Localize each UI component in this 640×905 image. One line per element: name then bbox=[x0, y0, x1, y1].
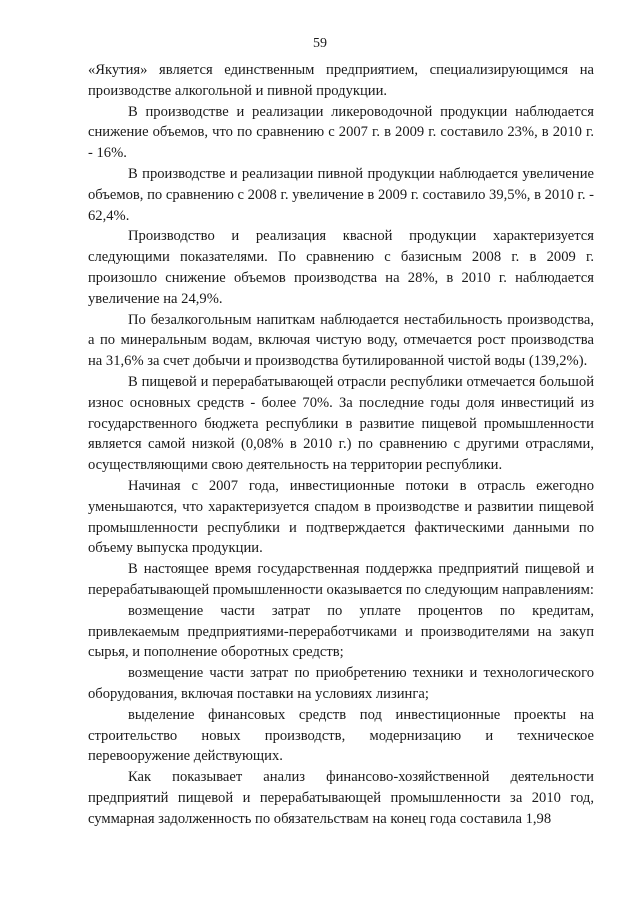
paragraph: «Якутия» является единственным предприятием, специализирующимся на производстве алкогольной и пивной продукции. bbox=[88, 62, 594, 99]
paragraph: В производстве и реализации пивной продукции наблюдается увеличение объемов, по сравнению с 2008 г. увеличение в 2009 г. составило 39,5%, в 2010 г. - 62,4%. bbox=[88, 165, 594, 224]
paragraph: В настоящее время государственная поддержка предприятий пищевой и перерабатывающей промышленности оказывается по следующим направлениям: bbox=[88, 561, 594, 598]
paragraph: По безалкогольным напиткам наблюдается нестабильность производства, а по минеральным водам, включая чистую воду, отмечается рост производства на 31,6% за счет добычи и производства бутилированной чистой воды (139,2%). bbox=[88, 311, 594, 370]
paragraph: В пищевой и перерабатывающей отрасли республики отмечается большой износ основных средств - более 70%. За последние годы доля инвестиций из государственного бюджета республики в развитие пищевой промышленности является самой низкой (0,08% в 2010 г.) по сравнению с другими отраслями, осуществляющими свою деятельность на территории республики. bbox=[88, 373, 594, 474]
paragraph: Как показывает анализ финансово-хозяйственной деятельности предприятий пищевой и перерабатывающей промышленности за 2010 год, суммарная задолженность по обязательствам на конец года составила 1,98 bbox=[88, 769, 594, 827]
body-text bbox=[88, 60, 594, 829]
list-item: выделение финансовых средств под инвестиционные проекты на строительство новых производств, модернизацию и техническое перевооружение действующих. bbox=[88, 706, 594, 765]
paragraph: В производстве и реализации ликероводочной продукции наблюдается снижение объемов, что по сравнению с 2007 г. в 2009 г. составило 23%, в 2010 г. - 16%. bbox=[88, 103, 594, 162]
list-item: возмещение части затрат по уплате процентов по кредитам, привлекаемым предприятиями-переработчиками и производителями на закуп сырья, и пополнение оборотных средств; bbox=[88, 602, 594, 661]
paragraph: Начиная с 2007 года, инвестиционные потоки в отрасль ежегодно уменьшаются, что характеризуется спадом в производстве и развитии пищевой промышленности республики и подтверждается фактическими данными по объему выпуска продукции. bbox=[88, 477, 594, 557]
list-item: возмещение части затрат по приобретению техники и технологического оборудования, включая поставки на условиях лизинга; bbox=[88, 665, 594, 702]
page-number: 59 bbox=[313, 36, 327, 51]
paragraph: Производство и реализация квасной продукции характеризуется следующими показателями. По сравнению с базисным 2008 г. в 2009 г. произошло снижение объемов производства на 28%, в 2010 г. наблюдается увеличение на 24,9%. bbox=[88, 228, 594, 307]
